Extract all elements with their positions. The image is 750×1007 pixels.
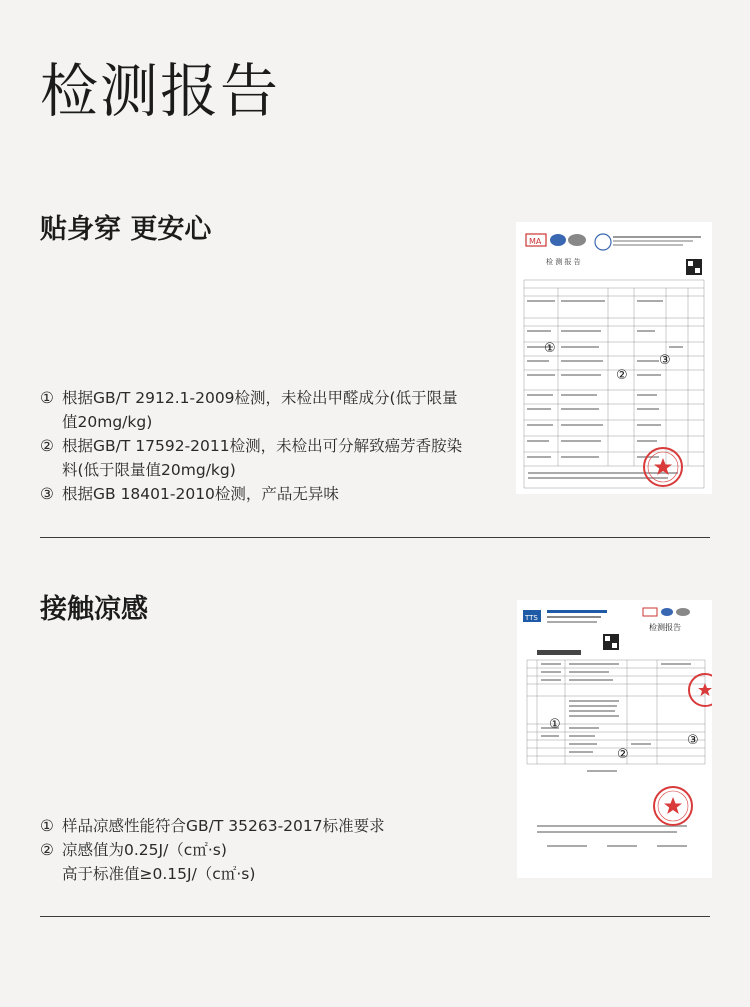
report-marker-1: ① bbox=[544, 341, 556, 356]
list-item bbox=[40, 814, 470, 838]
list-item bbox=[40, 482, 470, 506]
report-marker-3: ③ bbox=[687, 733, 699, 748]
red-seal-stamp bbox=[644, 448, 682, 486]
report-marker-1: ① bbox=[549, 717, 561, 732]
list-item bbox=[40, 386, 470, 434]
svg-text:MA: MA bbox=[529, 237, 542, 246]
cooling-test-list bbox=[40, 814, 470, 886]
report-marker-2: ② bbox=[617, 747, 629, 762]
test-report-image-1 bbox=[516, 222, 712, 494]
item-number: ② bbox=[40, 437, 54, 455]
report-marker-3: ③ bbox=[659, 353, 671, 368]
test-report-image-2 bbox=[517, 600, 712, 878]
section-divider bbox=[40, 916, 710, 917]
report-marker-2: ② bbox=[616, 368, 628, 383]
section-divider bbox=[40, 537, 710, 538]
item-text: 根据GB/T 2912.1-2009检测，未检出甲醛成分(低于限量值20mg/kg) bbox=[62, 389, 458, 431]
item-text: 凉感值为0.25J/（c㎡·s) bbox=[62, 841, 227, 859]
item-number: ② bbox=[40, 841, 54, 859]
page-title: 检测报告 bbox=[40, 57, 281, 125]
item-text: 根据GB/T 17592-2011检测，未检出可分解致癌芳香胺染料(低于限量值20mg/kg) bbox=[62, 437, 463, 479]
section-title-safety: 贴身穿 更安心 bbox=[40, 214, 212, 245]
list-item bbox=[40, 838, 470, 862]
item-text: 根据GB 18401-2010检测，产品无异味 bbox=[62, 485, 339, 503]
item-number bbox=[40, 862, 62, 886]
report-heading: 检测报告 bbox=[649, 623, 681, 632]
section-title-cooling: 接触凉感 bbox=[40, 594, 148, 625]
svg-text:TTS: TTS bbox=[525, 614, 538, 622]
red-seal-stamp bbox=[654, 674, 712, 825]
list-item bbox=[40, 862, 470, 886]
item-text: 高于标准值≥0.15J/（c㎡·s) bbox=[62, 865, 256, 883]
report-heading: 检 测 报 告 bbox=[546, 258, 581, 266]
item-number: ① bbox=[40, 817, 54, 835]
list-item bbox=[40, 434, 470, 482]
safety-test-list bbox=[40, 386, 470, 506]
item-number: ③ bbox=[40, 485, 54, 503]
item-number: ① bbox=[40, 389, 54, 407]
item-text: 样品凉感性能符合GB/T 35263-2017标准要求 bbox=[62, 817, 385, 835]
